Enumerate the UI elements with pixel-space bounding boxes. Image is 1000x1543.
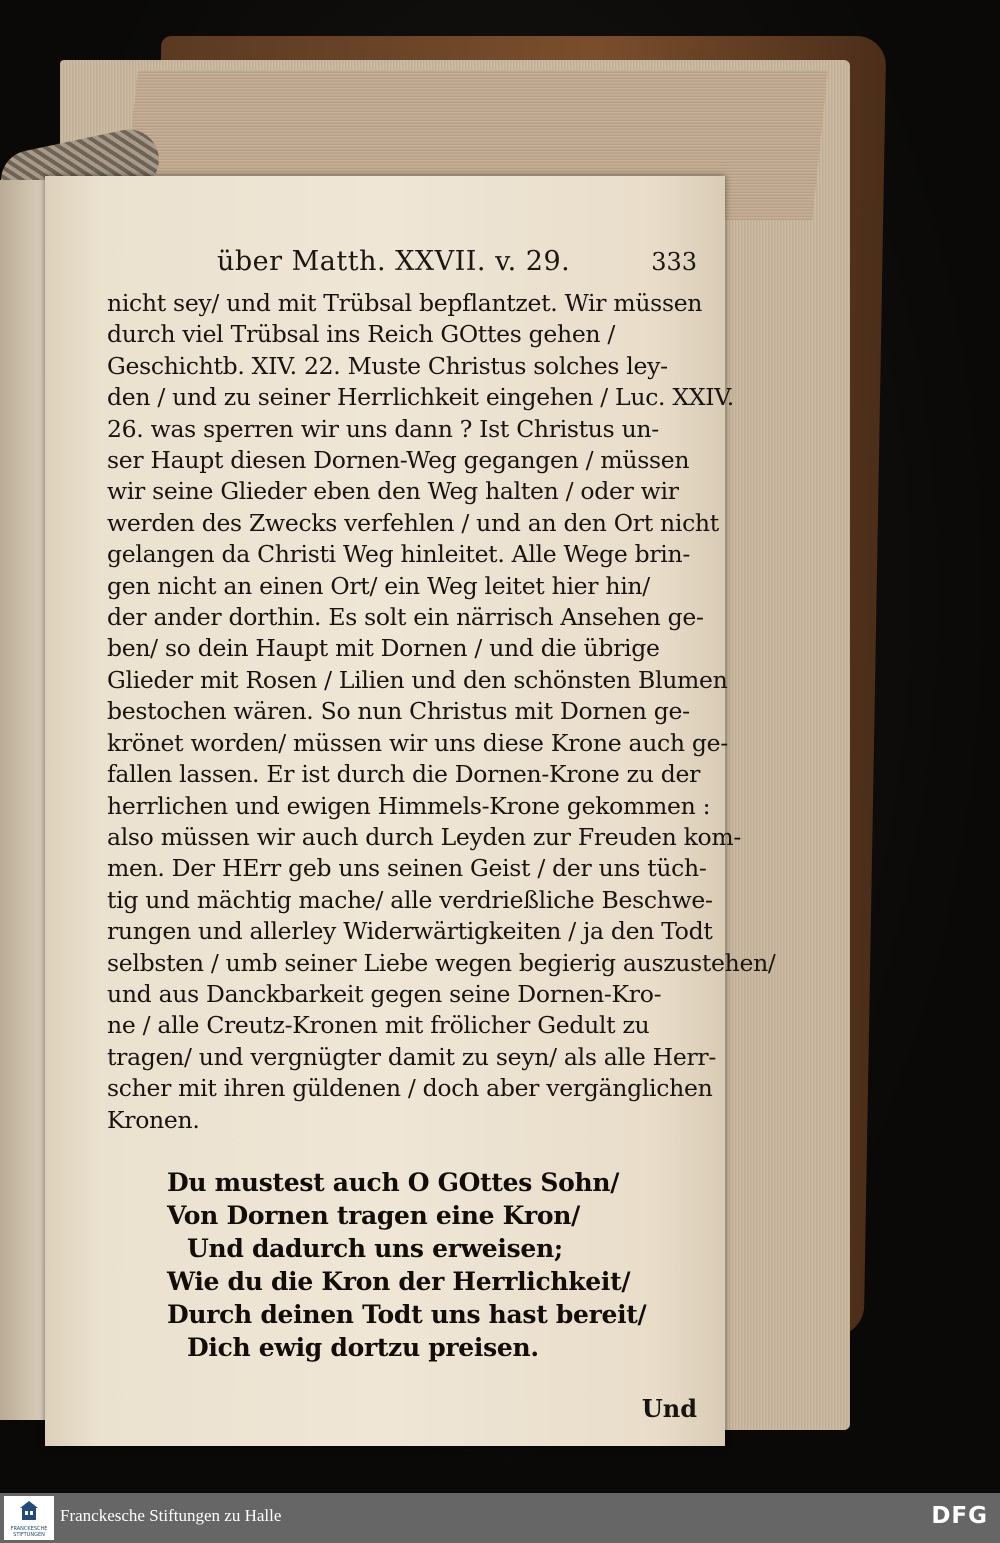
verse-line: Durch deinen Todt uns hast bereit/ [167,1299,647,1329]
text-line: Kronen. [107,1105,200,1134]
text-line: ne / alle Creutz-Kronen mit frölicher Gedult zu [107,1011,650,1040]
dfg-logo[interactable]: DFG [931,1503,988,1529]
text-line: tragen/ und vergnügter damit zu seyn/ als alle Herr- [107,1042,716,1071]
text-line: und aus Danckbarkeit gegen seine Dornen-Kro- [107,979,662,1008]
catchword: Und [641,1393,697,1423]
text-line: durch viel Trübsal ins Reich GOttes gehen / [107,320,616,349]
verse-line: Von Dornen tragen eine Kron/ [167,1200,580,1230]
logo-caption: FRANCKESCHE STIFTUNGEN [10,1526,48,1538]
verse-block [107,1166,697,1364]
text-line: der ander dorthin. Es solt ein närrisch Ansehen ge- [107,603,704,632]
catchword-row [107,1384,697,1444]
verse-line: Wie du die Kron der Herrlichkeit/ [167,1266,631,1296]
verse-line: Dich ewig dortzu preisen. [187,1332,539,1362]
building-icon [19,1500,39,1522]
page-number: 333 [651,248,697,276]
verse-line: Und dadurch uns erweisen; [187,1233,563,1263]
text-line: ben/ so dein Haupt mit Dornen / und die übrige [107,634,660,663]
text-line: men. Der HErr geb uns seinen Geist / der uns tüch- [107,854,707,883]
verse-line: Du mustest auch O GOttes Sohn/ [167,1167,620,1197]
text-line: fallen lassen. Er ist durch die Dornen-Krone zu der [107,760,701,789]
text-line: also müssen wir auch durch Leyden zur Freuden kom- [107,822,741,851]
text-line: scher mit ihren güldenen / doch aber vergänglichen [107,1074,713,1103]
text-line: herrlichen und ewigen Himmels-Krone gekommen : [107,791,711,820]
text-line: nicht sey/ und mit Trübsal bepflantzet. Wir müssen [107,289,703,317]
text-line: Geschichtb. XIV. 22. Muste Christus solches ley- [107,351,668,380]
text-line: gen nicht an einen Ort/ ein Weg leitet hier hin/ [107,571,650,600]
text-line: gelangen da Christi Weg hinleitet. Alle Wege brin- [107,540,690,569]
text-line: wir seine Glieder eben den Weg halten / oder wir [107,477,679,506]
body-text [107,288,776,1136]
text-line: bestochen wären. So nun Christus mit Dornen ge- [107,697,690,726]
book-page [45,176,776,1446]
text-line: tig und mächtig mache/ alle verdrießliche Beschwe- [107,885,713,914]
footer-bar [0,1493,1000,1543]
text-line: werden des Zwecks verfehlen / und an den Ort nicht [107,508,719,537]
running-head: über Matth. XXVII. v. 29. [217,246,571,277]
text-line: den / und zu seiner Herrlichkeit eingehen / Luc. XXIV. [107,383,734,412]
text-line: selbsten / umb seiner Liebe wegen begierig auszustehen/ [107,948,776,977]
text-line: ser Haupt diesen Dornen-Weg gegangen / müssen [107,446,690,475]
text-line: Glieder mit Rosen / Lilien und den schönsten Blumen [107,665,728,694]
text-line: rungen und allerley Widerwärtigkeiten / ja den Todt [107,917,713,946]
page-header [107,246,697,284]
institution-name: Franckesche Stiftungen zu Halle [60,1506,282,1525]
page-content [107,246,776,1444]
franckesche-logo[interactable] [4,1496,54,1540]
text-line: 26. was sperren wir uns dann ? Ist Christus un- [107,414,659,443]
text-line: krönet worden/ müssen wir uns diese Krone auch ge- [107,728,728,757]
